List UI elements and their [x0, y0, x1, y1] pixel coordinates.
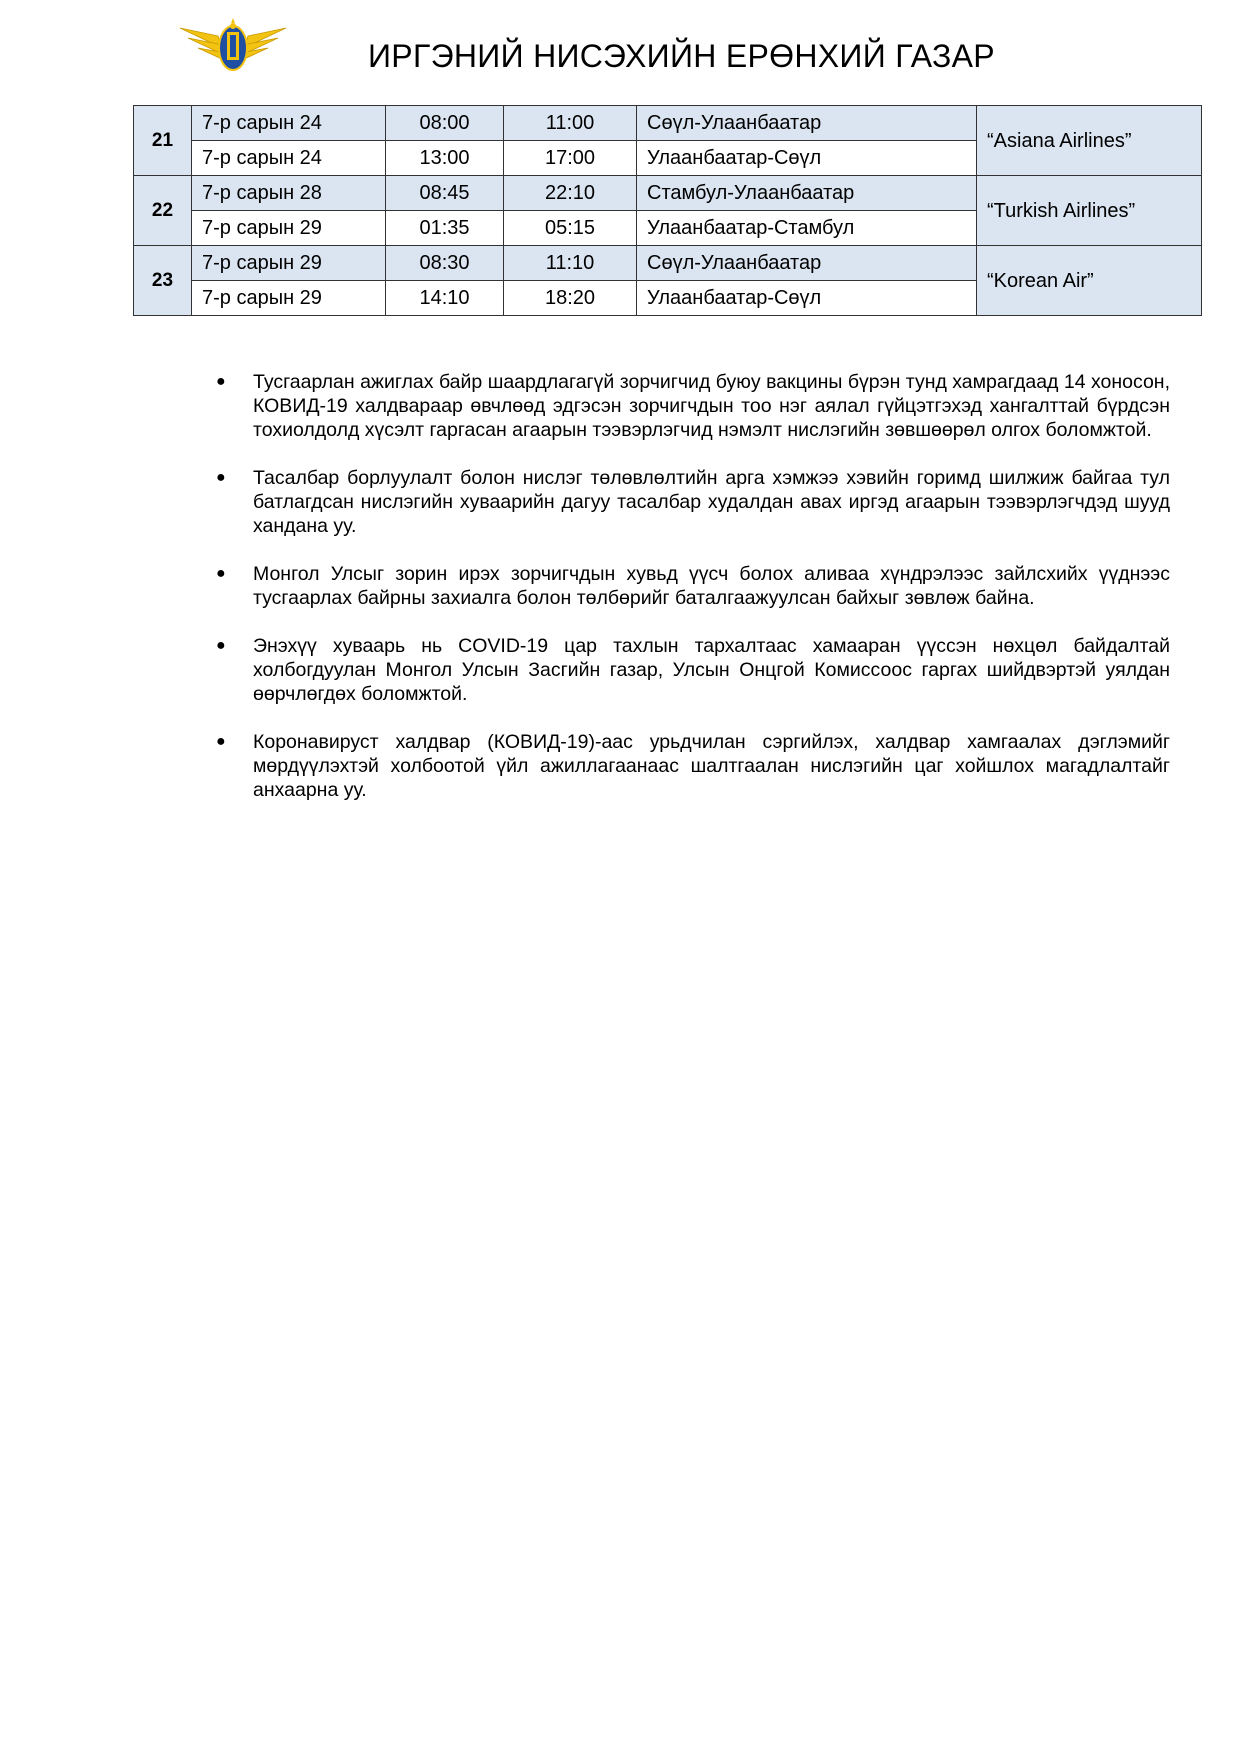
- departure-time: 08:00: [386, 106, 504, 141]
- bullet-icon: ●: [216, 469, 226, 486]
- flight-date: 7-р сарын 24: [192, 106, 386, 141]
- arrival-time: 18:20: [504, 281, 637, 316]
- flight-date: 7-р сарын 24: [192, 141, 386, 176]
- arrival-time: 11:00: [504, 106, 637, 141]
- departure-time: 14:10: [386, 281, 504, 316]
- page-title: ИРГЭНИЙ НИСЭХИЙН ЕРӨНХИЙ ГАЗАР: [368, 38, 995, 74]
- note-text: Коронавируст халдвар (КОВИД-19)-аас урьдчилан сэргийлэх, халдвар хамгаалах дэглэмийг мөрдүүлэхтэй холбоотой үйл ажиллагаанаас шалтгаалан нислэгийн цаг хойшлох магадлалтайг анхаарна уу.: [253, 731, 1170, 801]
- flight-date: 7-р сарын 29: [192, 246, 386, 281]
- list-item: [212, 466, 1170, 538]
- airline-name: “Korean Air”: [977, 246, 1202, 316]
- note-text: Монгол Улсыг зорин ирэх зорчигчдын хувьд үүсч болох аливаа хүндрэлээс зайлсхийх үүднээс тусгаарлах байрны захиалга болон төлбөрийг баталгаажуулсан байхыг зөвлөж байна.: [253, 563, 1170, 609]
- flight-date: 7-р сарын 29: [192, 211, 386, 246]
- arrival-time: 17:00: [504, 141, 637, 176]
- airline-name: “Turkish Airlines”: [977, 176, 1202, 246]
- list-item: [212, 634, 1170, 706]
- flight-route: Стамбул-Улаанбаатар: [637, 176, 977, 211]
- list-item: [212, 562, 1170, 610]
- list-item: [212, 730, 1170, 802]
- flight-route: Сөүл-Улаанбаатар: [637, 106, 977, 141]
- row-number: 23: [134, 246, 192, 316]
- arrival-time: 05:15: [504, 211, 637, 246]
- flight-route: Сөүл-Улаанбаатар: [637, 246, 977, 281]
- bullet-icon: ●: [216, 373, 226, 390]
- bullet-icon: ●: [216, 733, 226, 750]
- departure-time: 13:00: [386, 141, 504, 176]
- note-text: Энэхүү хуваарь нь COVID-19 цар тахлын тархалтаас хамааран үүссэн нөхцөл байдалтай холбогдуулан Монгол Улсын Засгийн газар, Улсын Онцгой Комиссоос гаргах шийдвэртэй уялдан өөрчлөгдөх боломжтой.: [253, 635, 1170, 705]
- departure-time: 08:30: [386, 246, 504, 281]
- table-row: [134, 176, 1202, 211]
- row-number: 21: [134, 106, 192, 176]
- flight-date: 7-р сарын 29: [192, 281, 386, 316]
- flight-route: Улаанбаатар-Сөүл: [637, 281, 977, 316]
- departure-time: 08:45: [386, 176, 504, 211]
- table-row: [134, 246, 1202, 281]
- departure-time: 01:35: [386, 211, 504, 246]
- airline-name: “Asiana Airlines”: [977, 106, 1202, 176]
- bullet-icon: ●: [216, 637, 226, 654]
- arrival-time: 11:10: [504, 246, 637, 281]
- note-text: Тусгаарлан ажиглах байр шаардлагагүй зорчигчид буюу вакцины бүрэн тунд хамрагдаад 14 хоносон, КОВИД-19 халдвараар өвчлөөд эдгэсэн зорчигчдын тоо нэг аялал гүйцэтгэхэд хангалттай бүрдсэн тохиолдолд хүсэлт гаргасан агаарын тээвэрлэгчид нэмэлт нислэгийн зөвшөөрөл олгох боломжтой.: [253, 371, 1170, 441]
- bullet-icon: ●: [216, 565, 226, 582]
- table-row: [134, 106, 1202, 141]
- flight-date: 7-р сарын 28: [192, 176, 386, 211]
- list-item: [212, 370, 1170, 442]
- notes-list: [212, 370, 1170, 802]
- flight-schedule-table: [133, 105, 1202, 316]
- note-text: Тасалбар борлуулалт болон нислэг төлөвлөлтийн арга хэмжээ хэвийн горимд шилжиж байгаа тул батлагдсан нислэгийн хуваарийн дагуу тасалбар худалдан авах иргэд агаарын тээвэрлэгчдэд шууд хандана уу.: [253, 467, 1170, 537]
- arrival-time: 22:10: [504, 176, 637, 211]
- flight-route: Улаанбаатар-Сөүл: [637, 141, 977, 176]
- flight-route: Улаанбаатар-Стамбул: [637, 211, 977, 246]
- organization-logo: [178, 14, 288, 74]
- row-number: 22: [134, 176, 192, 246]
